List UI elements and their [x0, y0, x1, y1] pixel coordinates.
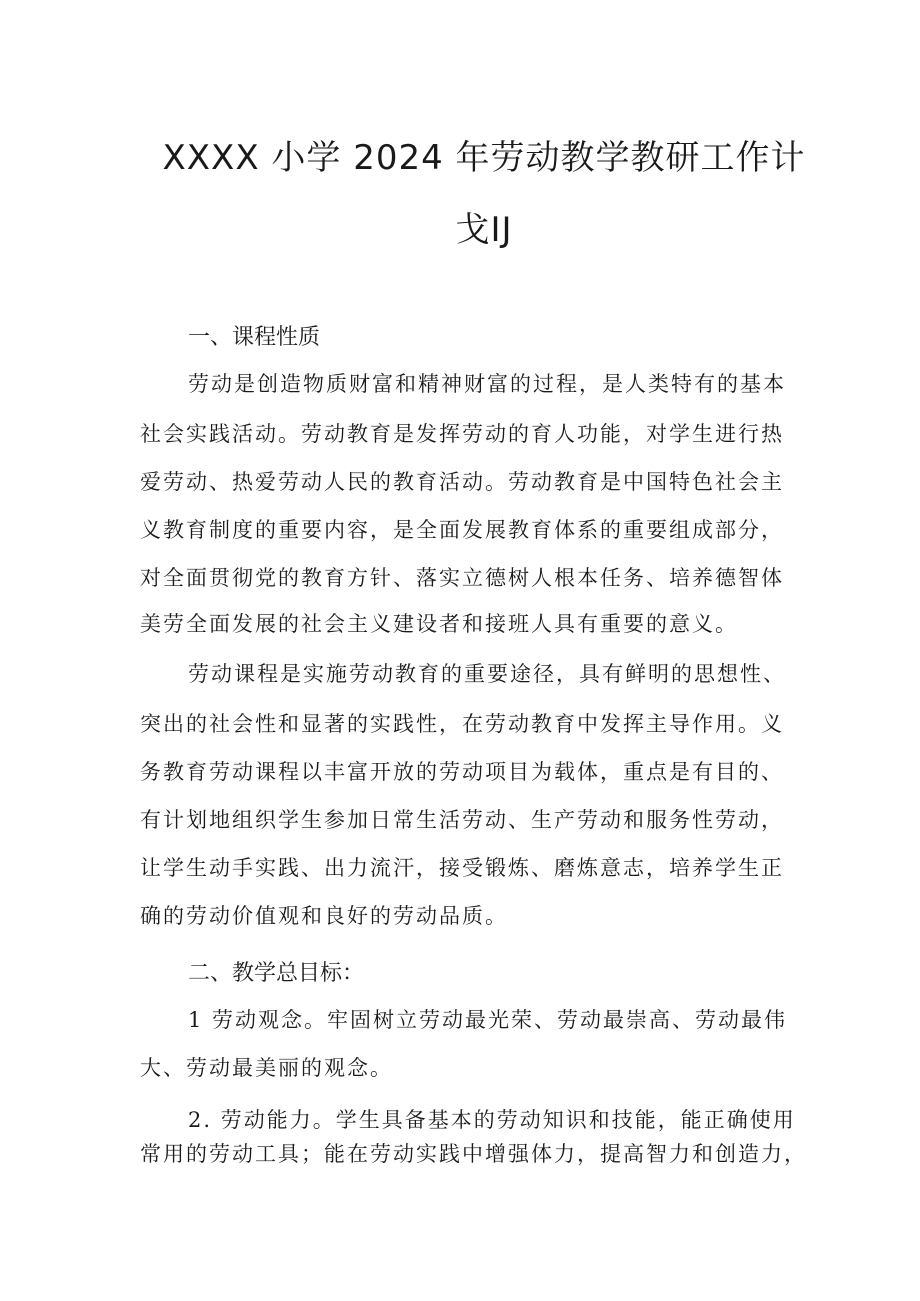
paragraph-line: 大、劳动最美丽的观念。: [140, 1056, 393, 1080]
paragraph-line: 爱劳动、热爱劳动人民的教育活动。劳动教育是中国特色社会主: [140, 470, 784, 494]
paragraph-line: 1 劳动观念。牢固树立劳动最光荣、劳动最崇高、劳动最伟: [188, 1008, 788, 1032]
paragraph-line: 2. 劳动能力。学生具备基本的劳动知识和技能，能正确使用: [188, 1108, 796, 1132]
paragraph-line: 劳动是创造物质财富和精神财富的过程，是人类特有的基本: [188, 372, 786, 396]
paragraph-line: 劳动课程是实施劳动教育的重要途径，具有鲜明的思想性、: [188, 662, 786, 686]
paragraph-line: 有计划地组织学生参加日常生活劳动、生产劳动和服务性劳动，: [140, 808, 784, 832]
paragraph-line: 对全面贯彻党的教育方针、落实立德树人根本任务、培养德智体: [140, 566, 784, 590]
paragraph-line: 务教育劳动课程以丰富开放的劳动项目为载体，重点是有目的、: [140, 760, 784, 784]
paragraph-line: 美劳全面发展的社会主义建设者和接班人具有重要的意义。: [140, 612, 738, 636]
paragraph-line: 突出的社会性和显著的实践性，在劳动教育中发挥主导作用。义: [140, 712, 784, 736]
paragraph-line: 确的劳动价值观和良好的劳动品质。: [140, 904, 508, 928]
section-1-heading: 一、课程性质: [188, 325, 321, 350]
paragraph-line: 社会实践活动。劳动教育是发挥劳动的育人功能，对学生进行热: [140, 422, 784, 446]
document-title-line-1: XXXX 小学 2024 年劳动教学教研工作计: [162, 138, 806, 178]
paragraph-line: 义教育制度的重要内容，是全面发展教育体系的重要组成部分，: [140, 518, 784, 542]
paragraph-line: 常用的劳动工具；能在劳动实践中增强体力，提高智力和创造力，: [140, 1142, 807, 1166]
paragraph-line: 让学生动手实践、出力流汗，接受锻炼、磨炼意志，培养学生正: [140, 856, 784, 880]
section-2-heading: 二、教学总目标：: [188, 961, 365, 986]
document-title-line-2: 戈IJ: [455, 210, 513, 250]
